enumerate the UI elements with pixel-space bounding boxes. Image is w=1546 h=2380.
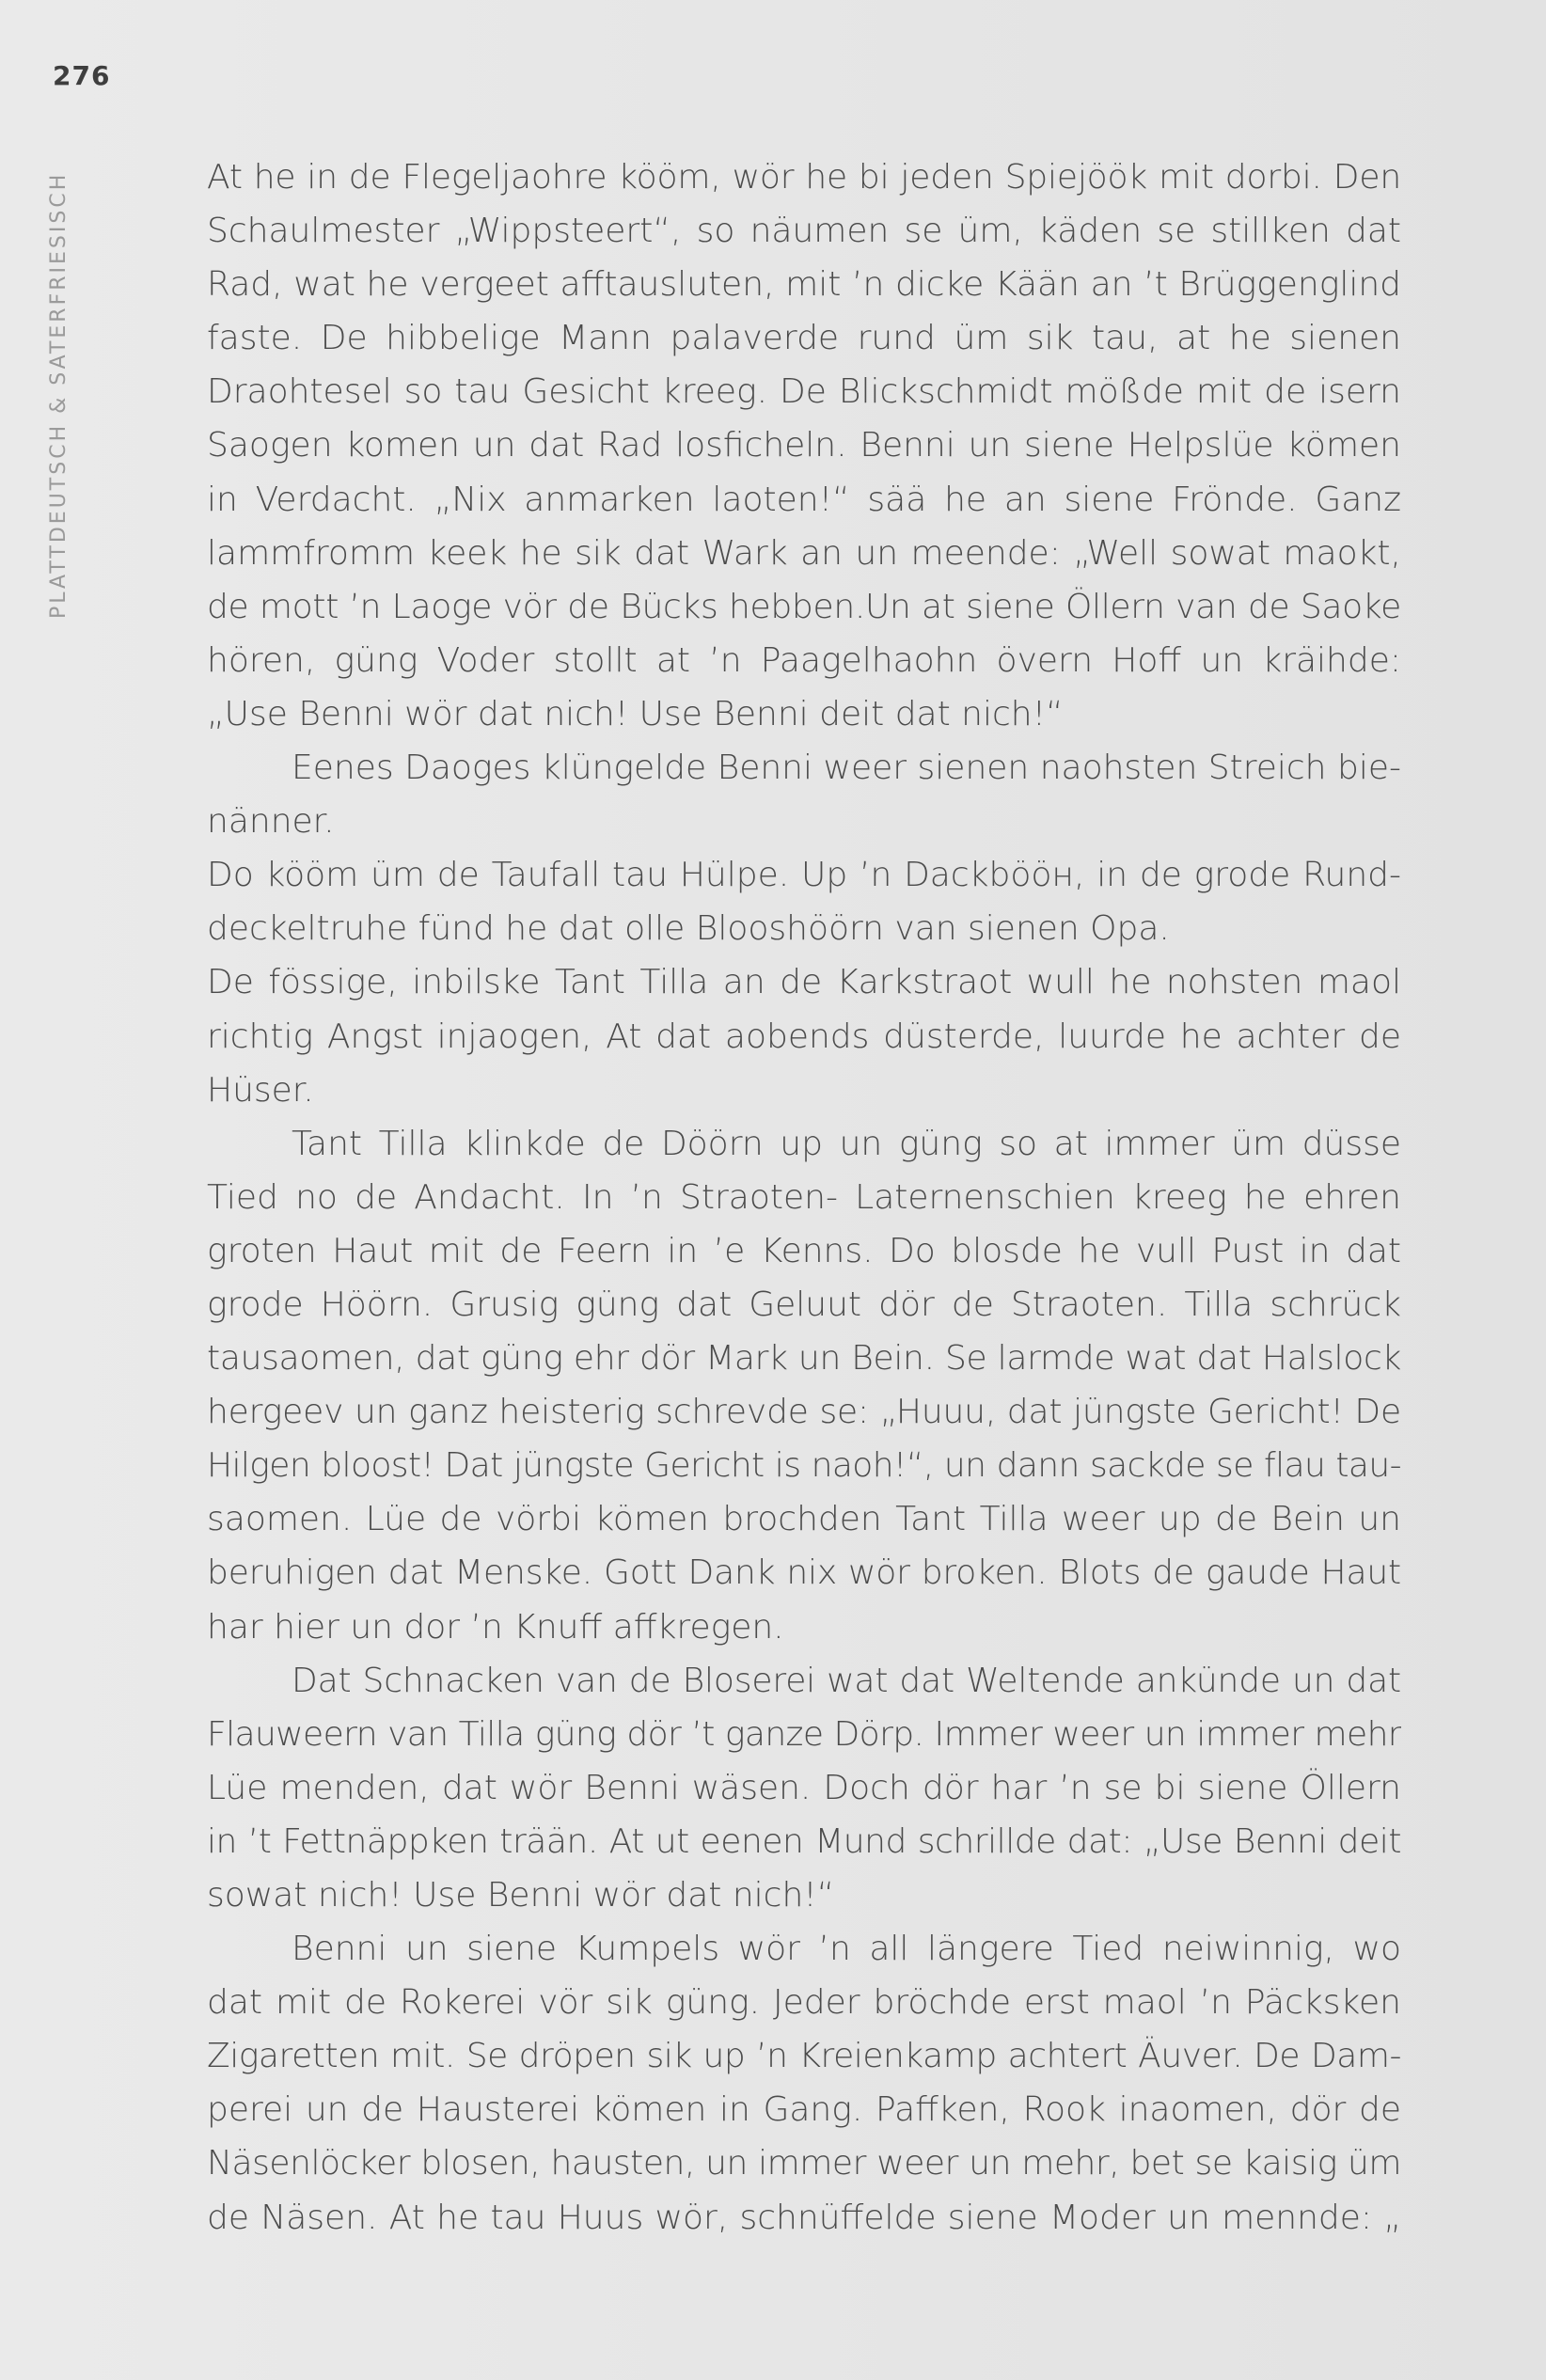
text-line: Flauweern van Tilla güng dör ’t ganze Dörp. Immer weer un immer mehr [207, 1714, 1401, 1754]
text-line: de mott ’n Laoge vör de Bücks hebben.Un at siene Öllern van de Saoke [207, 587, 1401, 626]
text-line: At he in de Flegeljaohre kööm, wör he bi jeden Spiejöök mit dorbi. Den [207, 158, 1401, 197]
text-line: perei un de Hausterei kömen in Gang. Paffken, Rook inaomen, dör de [207, 2090, 1401, 2130]
text-line: Dat Schnacken van de Bloserei wat dat Weltende ankünde un dat [292, 1661, 1401, 1700]
running-head: PLATTDEUTSCH & SATERFRIESISCH [47, 171, 71, 619]
text-line: De fössige, inbilske Tant Tilla an de Karkstraot wull he nohsten maol [207, 963, 1401, 1002]
text-line: Hilgen bloost! Dat jüngste Gericht is naoh!“, un dann sackde se flau tau- [207, 1446, 1401, 1486]
text-line: Rad, wat he vergeet afftausluten, mit ’n dicke Kään an ’t Brüggenglind [207, 265, 1401, 305]
text-line: tausaomen, dat güng ehr dör Mark un Bein. Se larmde wat dat Halslock [207, 1339, 1401, 1379]
text-line: dat mit de Rokerei vör sik güng. Jeder bröchde erst maol ’n Päcksken [207, 1983, 1401, 2023]
text-line: deckeltruhe fünd he dat olle Blooshöörn van sienen Opa. [207, 909, 1170, 949]
text-line: nänner. [207, 802, 335, 842]
text-line: richtig Angst injaogen, At dat aobends düsterde, luurde he achter de [207, 1017, 1401, 1056]
text-line: grode Höörn. Grusig güng dat Geluut dör de Straoten. Tilla schrück [207, 1285, 1401, 1324]
text-line: Eenes Daoges klüngelde Benni weer sienen naohsten Streich bie- [292, 749, 1401, 788]
text-line: Do kööm üm de Taufall tau Hülpe. Up ’n Dackbööн, in de grode Rund- [207, 856, 1401, 895]
text-line: Draohtesel so tau Gesicht kreeg. De Blickschmidt mößde mit de isern [207, 372, 1401, 412]
text-line: Hüser. [207, 1070, 314, 1110]
text-line: Saogen komen un dat Rad losficheln. Benni un siene Helpslüe kömen [207, 426, 1401, 465]
text-line: Tant Tilla klinkde de Döörn up un güng so at immer üm düsse [292, 1124, 1401, 1163]
text-line: groten Haut mit de Feern in ’e Kenns. Do blosde he vull Pust in dat [207, 1231, 1401, 1270]
text-line: Näsenlöcker blosen, hausten, un immer weer un mehr, bet se kaisig üm [207, 2144, 1401, 2183]
text-line: Tied no de Andacht. In ’n Straoten- Laternenschien kreeg he ehren [207, 1177, 1401, 1217]
text-line: Lüe menden, dat wör Benni wäsen. Doch dör har ’n se bi siene Öllern [207, 1768, 1401, 1807]
text-line: beruhigen dat Menske. Gott Dank nix wör broken. Blots de gaude Haut [207, 1553, 1401, 1593]
text-line: Benni un siene Kumpels wör ’n all längere Tied neiwinnig, wo [292, 1930, 1401, 1969]
text-line: Schaulmester „Wippsteert“, so näumen se üm, käden se stillken dat [207, 212, 1401, 251]
text-line: saomen. Lüe de vörbi kömen brochden Tant Tilla weer up de Bein un [207, 1500, 1401, 1539]
text-line: sowat nich! Use Benni wör dat nich!“ [207, 1876, 835, 1915]
body-text [207, 150, 1401, 2245]
text-line: faste. De hibbelige Mann palaverde rund üm sik tau, at he sienen [207, 319, 1401, 358]
text-line: hören, güng Voder stollt at ’n Paagelhaohn övern Hoff un kräihde: [207, 640, 1401, 680]
text-line: in Verdacht. „Nix anmarken laoten!“ sää he an siene Frönde. Ganz [207, 480, 1401, 519]
text-line: „Use Benni wör dat nich! Use Benni deit dat nich!“ [207, 694, 1064, 733]
text-line: in ’t Fettnäppken trään. At ut eenen Mund schrillde dat: „Use Benni deit [207, 1821, 1401, 1861]
text-line: lammfromm keek he sik dat Wark an un meende: „Well sowat maokt, [207, 533, 1401, 573]
text-line: Zigaretten mit. Se dröpen sik up ’n Kreienkamp achtert Äuver. De Dam- [207, 2037, 1401, 2076]
text-line: har hier un dor ’n Knuff affkregen. [207, 1607, 784, 1647]
text-line: de Näsen. At he tau Huus wör, schnüffelde siene Moder un mennde: „ [207, 2198, 1401, 2237]
page-number: 276 [53, 60, 111, 91]
text-line: hergeev un ganz heisterig schrevde se: „Huuu, dat jüngste Gericht! De [207, 1393, 1401, 1432]
